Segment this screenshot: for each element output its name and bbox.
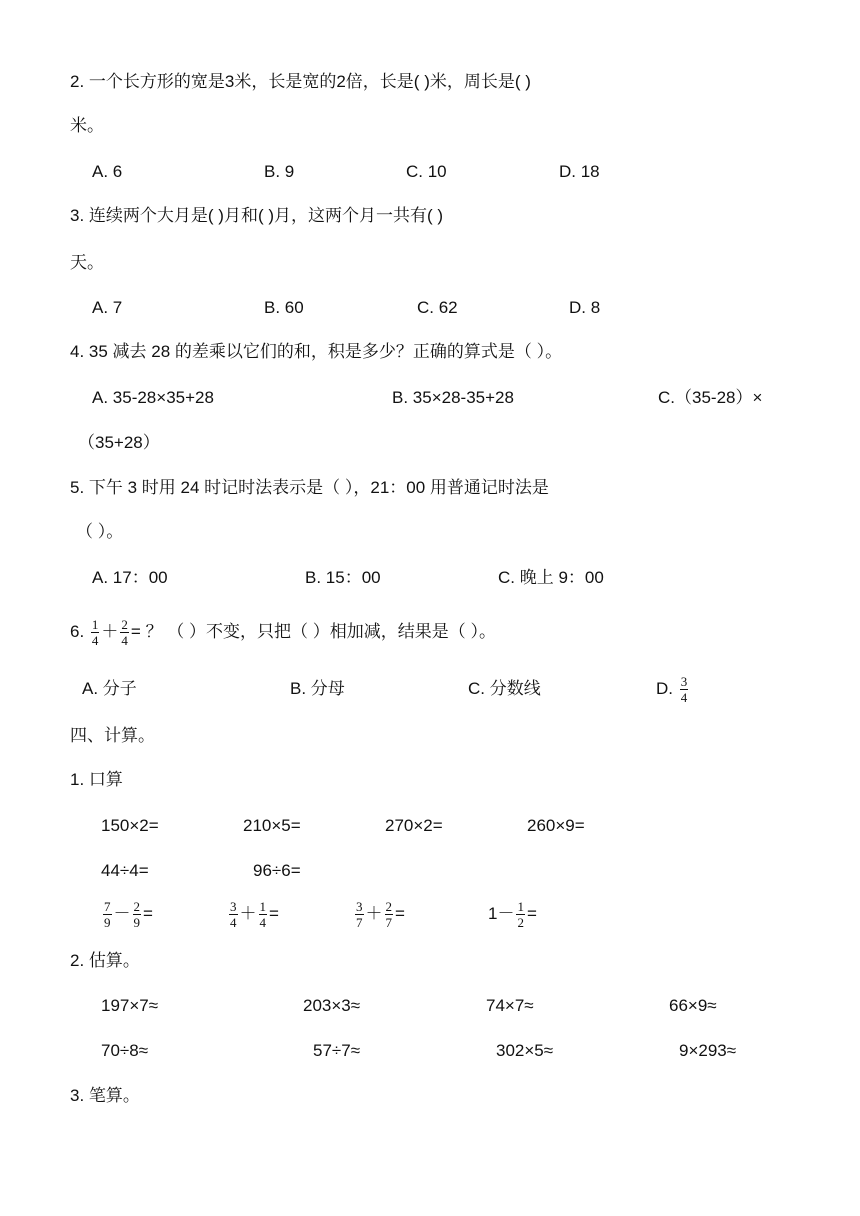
q6-rest: = ？ （ ）不变，只把（ ）相加减，结果是（ ）。 xyxy=(130,622,496,641)
q2-option-a: A. 6 xyxy=(92,162,123,181)
section-4-title: 四、计算。 xyxy=(70,726,155,745)
q2-stem: 2. 一个长方形的宽是3米，长是宽的2倍，长是( )米，周长是( ) xyxy=(70,72,531,91)
q5-stem: 5. 下午 3 时用 24 时记时法表示是（ ），21：00 用普通记时法是 xyxy=(70,478,549,497)
fraction-item: 1－ $\frac{1}{2}$ = xyxy=(488,899,537,931)
mental-math-item: 270×2= xyxy=(385,816,443,835)
q5-option-c: C. 晚上 9：00 xyxy=(498,568,604,587)
q6-plus: ＋ xyxy=(101,622,119,641)
q2-option-c: C. 10 xyxy=(406,162,447,181)
q3-stem: 3. 连续两个大月是( )月和( )月，这两个月一共有( ) xyxy=(70,206,444,225)
q6-number: 6. xyxy=(70,622,85,641)
estimation-item: 74×7≈ xyxy=(486,996,534,1015)
q4-stem: 4. 35 减去 28 的差乘以它们的和，积是多少？正确的算式是（ ）。 xyxy=(70,342,563,361)
fraction-item: $\frac{3}{7}$ ＋ $\frac{2}{7}$ = xyxy=(356,899,405,931)
q4-option-b: B. 35×28-35+28 xyxy=(392,388,514,407)
q6-fraction-1: $\frac{1}{4}$ xyxy=(91,617,99,649)
estimation-item: 197×7≈ xyxy=(101,996,159,1015)
estimation-item: 9×293≈ xyxy=(679,1041,737,1060)
q2-option-d: D. 18 xyxy=(559,162,600,181)
q3-option-a: A. 7 xyxy=(92,298,123,317)
q2-stem-cont: 米。 xyxy=(70,116,104,135)
estimation-item: 302×5≈ xyxy=(496,1041,554,1060)
fraction-item: $\frac{7}{9}$ － $\frac{2}{9}$ = xyxy=(104,899,153,931)
q3-option-c: C. 62 xyxy=(417,298,458,317)
mental-math-item: 210×5= xyxy=(243,816,301,835)
q6-fraction-2: $\frac{2}{4}$ xyxy=(121,617,128,649)
q6-option-b: B. 分母 xyxy=(290,679,345,698)
fraction-item: $\frac{3}{4}$ ＋ $\frac{1}{4}$ = xyxy=(230,899,279,931)
q3-stem-cont: 天。 xyxy=(70,253,104,272)
q3-option-b: B. 60 xyxy=(264,298,304,317)
q4-option-c: C.（35-28）× xyxy=(658,388,763,407)
q5-stem-cont: （ ）。 xyxy=(76,522,124,541)
q6-stem xyxy=(70,616,496,648)
q3-option-d: D. 8 xyxy=(569,298,601,317)
written-calc-heading: 3. 笔算。 xyxy=(70,1086,140,1105)
q5-option-b: B. 15：00 xyxy=(305,568,381,587)
q4-option-a: A. 35-28×35+28 xyxy=(92,388,214,407)
q6-option-d-fraction: $\frac{3}{4}$ xyxy=(680,674,688,706)
mental-math-item: 260×9= xyxy=(527,816,585,835)
q6-option-a: A. 分子 xyxy=(82,679,137,698)
q6-option-c: C. 分数线 xyxy=(468,679,541,698)
q6-option-d: D. $\frac{3}{4}$ xyxy=(656,674,688,706)
estimation-heading: 2. 估算。 xyxy=(70,951,140,970)
mental-math-heading: 1. 口算 xyxy=(70,770,123,789)
estimation-item: 66×9≈ xyxy=(669,996,717,1015)
mental-math-item: 96÷6= xyxy=(253,861,301,880)
estimation-item: 70÷8≈ xyxy=(101,1041,149,1060)
mental-math-item: 150×2= xyxy=(101,816,159,835)
q2-option-b: B. 9 xyxy=(264,162,295,181)
mental-math-item: 44÷4= xyxy=(101,861,149,880)
estimation-item: 203×3≈ xyxy=(303,996,361,1015)
estimation-item: 57÷7≈ xyxy=(313,1041,361,1060)
q5-option-a: A. 17：00 xyxy=(92,568,168,587)
q4-option-c-cont: （35+28） xyxy=(78,433,160,452)
